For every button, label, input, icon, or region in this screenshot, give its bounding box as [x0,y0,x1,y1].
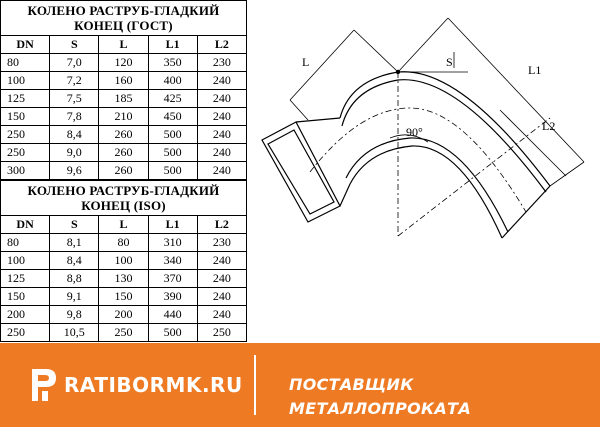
col-l: L [99,36,148,54]
dim-l1-line [448,18,584,162]
table-cell: 250 [1,126,50,144]
table-cell: 9,8 [50,306,99,324]
table-cell: 210 [99,108,148,126]
label-l: L [302,55,310,69]
table-cell: 200 [1,306,50,324]
table-cell: 240 [197,72,246,90]
table-cell: 310 [148,234,197,252]
table-cell: 150 [99,288,148,306]
label-s: S [446,55,453,69]
table-cell: 230 [197,54,246,72]
table-cell: 390 [148,288,197,306]
table-cell: 125 [1,270,50,288]
socket-outline [262,122,340,222]
table-cell: 240 [197,252,246,270]
table-row [1,252,247,270]
table-cell: 9,1 [50,288,99,306]
iso-header-row [1,216,247,234]
table-row [1,126,247,144]
footer-banner [0,343,600,427]
col-l1: L1 [148,216,197,234]
table-cell: 260 [99,162,148,180]
socket-top-line [296,118,340,122]
table-row [1,288,247,306]
table-cell: 7,5 [50,90,99,108]
outer-wall-inner-line [342,80,546,192]
table-cell: 100 [99,252,148,270]
label-l2: L2 [542,119,556,133]
socket-inner-outline [268,130,334,214]
table-cell: 8,1 [50,234,99,252]
col-l2: L2 [197,216,246,234]
iso-table-title [0,180,247,215]
elbow-schematic [250,0,600,343]
table-cell: 125 [1,90,50,108]
table-cell: 250 [1,324,50,342]
table-cell: 425 [148,90,197,108]
table-row [1,54,247,72]
table-cell: 250 [1,144,50,162]
col-l2: L2 [197,36,246,54]
table-cell: 500 [148,126,197,144]
table-cell: 7,8 [50,108,99,126]
gost-table-title [0,0,247,35]
iso-table-body [1,234,247,342]
label-l1: L1 [528,63,542,77]
col-dn: DN [1,36,50,54]
table-cell: 150 [1,108,50,126]
table-row [1,90,247,108]
table-cell: 260 [99,126,148,144]
table-cell: 400 [148,72,197,90]
table-cell: 230 [197,234,246,252]
table-cell: 240 [197,108,246,126]
gost-title-line2: КОНЕЦ (ГОСТ) [74,18,173,33]
table-cell: 260 [99,144,148,162]
gost-header-row [1,36,247,54]
table-cell: 240 [197,90,246,108]
iso-title-line1: КОЛЕНО РАСТРУБ-ГЛАДКИЙ [27,183,220,198]
inner-wall-line [350,146,502,238]
table-cell: 80 [99,234,148,252]
table-cell: 8,4 [50,126,99,144]
table-cell: 100 [1,252,50,270]
socket-bottom-line [340,184,350,206]
table-cell: 370 [148,270,197,288]
table-cell: 500 [148,144,197,162]
table-cell: 7,2 [50,72,99,90]
center-point [396,70,400,74]
dim-l-ext2 [290,100,308,120]
gost-title-line1: КОЛЕНО РАСТРУБ-ГЛАДКИЙ [27,3,220,18]
dim-l-ext [354,30,398,72]
col-l1: L1 [148,36,197,54]
iso-title-line2: КОНЕЦ (ISO) [81,198,166,213]
table-cell: 300 [1,162,50,180]
table-row [1,324,247,342]
table-cell: 8,8 [50,270,99,288]
table-cell: 10,5 [50,324,99,342]
table-cell: 100 [1,72,50,90]
table-row [1,144,247,162]
gost-table-body [1,54,247,180]
dim-l1-ext [398,18,448,72]
iso-table [0,215,247,342]
table-row [1,72,247,90]
table-cell: 9,6 [50,162,99,180]
table-row [1,162,247,180]
table-cell: 9,0 [50,144,99,162]
col-s: S [50,36,99,54]
table-cell: 340 [148,252,197,270]
table-cell: 150 [1,288,50,306]
table-cell: 500 [148,162,197,180]
spec-tables [0,0,247,343]
table-cell: 250 [99,324,148,342]
table-cell: 8,4 [50,252,99,270]
table-cell: 240 [197,126,246,144]
table-cell: 240 [197,270,246,288]
col-dn: DN [1,216,50,234]
table-row [1,270,247,288]
table-cell: 240 [197,144,246,162]
table-cell: 185 [99,90,148,108]
banner-divider [254,355,256,415]
table-cell: 450 [148,108,197,126]
table-cell: 200 [99,306,148,324]
table-cell: 500 [148,324,197,342]
table-cell: 7,0 [50,54,99,72]
table-cell: 240 [197,288,246,306]
table-cell: 250 [197,324,246,342]
table-cell: 120 [99,54,148,72]
table-row [1,108,247,126]
table-cell: 160 [99,72,148,90]
label-angle: 90° [406,125,423,139]
dim-l-line [290,30,354,100]
col-l: L [99,216,148,234]
gost-table [0,35,247,180]
brand-name[interactable]: RATIBORMK.RU [64,373,243,397]
table-row [1,306,247,324]
table-cell: 240 [197,306,246,324]
table-cell: 240 [197,162,246,180]
rp-monogram-icon [28,365,60,405]
col-s: S [50,216,99,234]
table-cell: 350 [148,54,197,72]
tagline: ПОСТАВЩИК МЕТАЛЛОПРОКАТА [289,375,472,418]
elbow-drawing [250,0,600,343]
table-cell: 80 [1,54,50,72]
table-cell: 80 [1,234,50,252]
dim-l2-line [500,110,566,176]
table-cell: 440 [148,306,197,324]
table-row [1,234,247,252]
table-cell: 130 [99,270,148,288]
